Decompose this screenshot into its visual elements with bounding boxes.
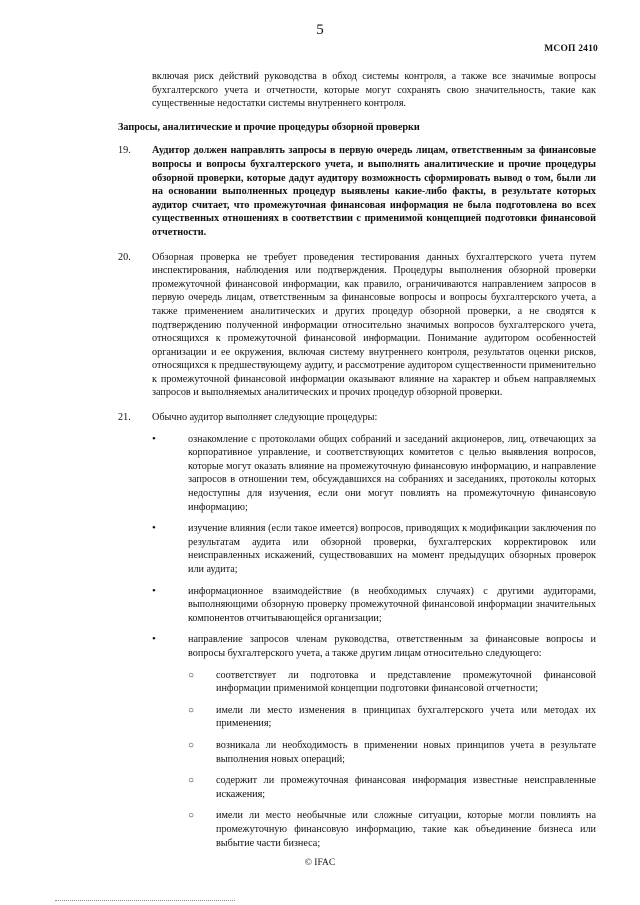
paragraph-number: 21. bbox=[118, 412, 131, 424]
copyright-footer: © IFAC bbox=[304, 858, 336, 868]
list-item-text: ознакомление с протоколами общих собраний и заседаний акционеров, лиц, отвечающих за корпоративное управление, и соответствующих комитетов с целью выявления вопросов, которые могут оказать влияние на промежуточную финансовую информацию, и направление запросов в отношении тем, обсуждавшихся на собраниях и заседаниях, протоколы которых недоступны для изучения, если они могут повлиять на промежуточную финансовую информацию; bbox=[188, 433, 596, 513]
bullet-icon: • bbox=[152, 522, 156, 535]
paragraph-21 bbox=[118, 411, 596, 850]
list-item-text: информационное взаимодействие (в необходимых случаях) с другими аудиторами, выполняющими обзорную проверку промежуточной финансовой информации значительных компонентов отчитывающейся организации; bbox=[188, 585, 596, 624]
sub-list-item-text: соответствует ли подготовка и представление промежуточной финансовой информации применимой концепции подготовки финансовой отчетности; bbox=[216, 669, 596, 695]
sub-list-item-text: содержит ли промежуточная финансовая информация известные неисправленные искажения; bbox=[216, 775, 596, 800]
paragraph-text: Аудитор должен направлять запросы в первую очередь лицам, ответственным за финансовые вопросы и вопросы бухгалтерского учета, и выполнять аналитические и прочие процедуры обзорной проверки, которые дадут аудитору возможность сформировать вывод о том, были ли на основании выполненных процедур выявлены какие-либо факты, в результате которых аудитор считает, что промежуточная финансовая информация не была подготовлена во всех существенных отношениях в соответствии с применимой концепцией подготовки финансовой отчетности. bbox=[152, 145, 596, 238]
page-content bbox=[118, 70, 596, 852]
paragraph-number: 20. bbox=[118, 251, 131, 263]
sub-list bbox=[188, 669, 596, 851]
section-heading: Запросы, аналитические и прочие процедуры обзорной проверки bbox=[118, 121, 420, 133]
circle-bullet-icon: ○ bbox=[188, 810, 195, 822]
bullet-icon: • bbox=[152, 432, 156, 445]
document-code: МСОП 2410 bbox=[544, 44, 598, 54]
circle-bullet-icon: ○ bbox=[188, 669, 195, 681]
circle-bullet-icon: ○ bbox=[188, 739, 195, 751]
circle-bullet-icon: ○ bbox=[188, 775, 195, 787]
circle-bullet-icon: ○ bbox=[188, 704, 195, 716]
sub-list-item-text: имели ли место необычные или сложные ситуации, которые могли повлиять на промежуточную финансовую информацию, такие как объединение бизнеса или выбытие части бизнеса; bbox=[216, 810, 596, 849]
sub-list-item bbox=[188, 809, 596, 850]
page-number: 5 bbox=[316, 22, 324, 38]
list-item-text: изучение влияния (если такое имеется) вопросов, приводящих к модификации заключения по результатам аудита или обзорной проверки, бухгалтерских корректировок или неисправленных искажений, существовавших на момент предыдущих обзорных проверок или аудита; bbox=[188, 523, 596, 575]
sub-list-item-text: имели ли место изменения в принципах бухгалтерского учета или методах их применения; bbox=[216, 704, 596, 730]
sub-list-item bbox=[188, 669, 596, 696]
paragraph-19 bbox=[118, 144, 596, 239]
list-item-text: направление запросов членам руководства, ответственным за финансовые вопросы и вопросы бухгалтерского учета, а также другим лицам относительно следующего: bbox=[188, 634, 596, 659]
paragraph-number: 19. bbox=[118, 145, 131, 157]
sub-list-item bbox=[188, 704, 596, 731]
sub-list-item bbox=[188, 774, 596, 801]
list-item bbox=[152, 585, 596, 626]
paragraph-text: Обзорная проверка не требует проведения тестирования данных бухгалтерского учета путем инспектирования, наблюдения или подтверждения. Процедуры выполнения обзорной проверки промежуточной финансовой информации, как правило, ограничиваются направлением запросов в первую очередь лицам, ответственным за финансовые вопросы и вопросы бухгалтерского учета, а также применением аналитических и других процедур обзорной проверки, а не сводятся к подтверждению полученной информации относительно значимых вопросов бухгалтерского учета, относящихся к промежуточной финансовой информации. Понимание аудитором особенностей организации и ее окружения, включая систему внутреннего контроля, результатов оценки рисков, относящихся к предшествующему аудиту, и рассмотрение аудитором существенности применительно к промежуточной финансовой информации оказывают влияние на характер и объем направляемых запросов и выполняемых аналитических и прочих процедур обзорной проверки. bbox=[152, 251, 596, 399]
sub-list-item-text: возникала ли необходимость в применении новых принципов учета в результате выполнения новых операций; bbox=[216, 739, 596, 765]
list-item bbox=[152, 633, 596, 850]
list-item bbox=[152, 433, 596, 515]
sub-list-item bbox=[188, 739, 596, 766]
paragraph-20 bbox=[118, 251, 596, 401]
list-item bbox=[152, 522, 596, 576]
intro-paragraph: включая риск действий руководства в обход системы контроля, а также все значимые вопросы бухгалтерского учета и отчетности, которые могут сохранять свою значительность, такие как существенные недостатки системы внутреннего контроля. bbox=[152, 71, 596, 110]
bullet-icon: • bbox=[152, 584, 156, 597]
paragraph-text: Обычно аудитор выполняет следующие процедуры: bbox=[152, 412, 378, 424]
bullet-icon: • bbox=[152, 633, 156, 646]
scan-artifact-line bbox=[55, 900, 235, 902]
